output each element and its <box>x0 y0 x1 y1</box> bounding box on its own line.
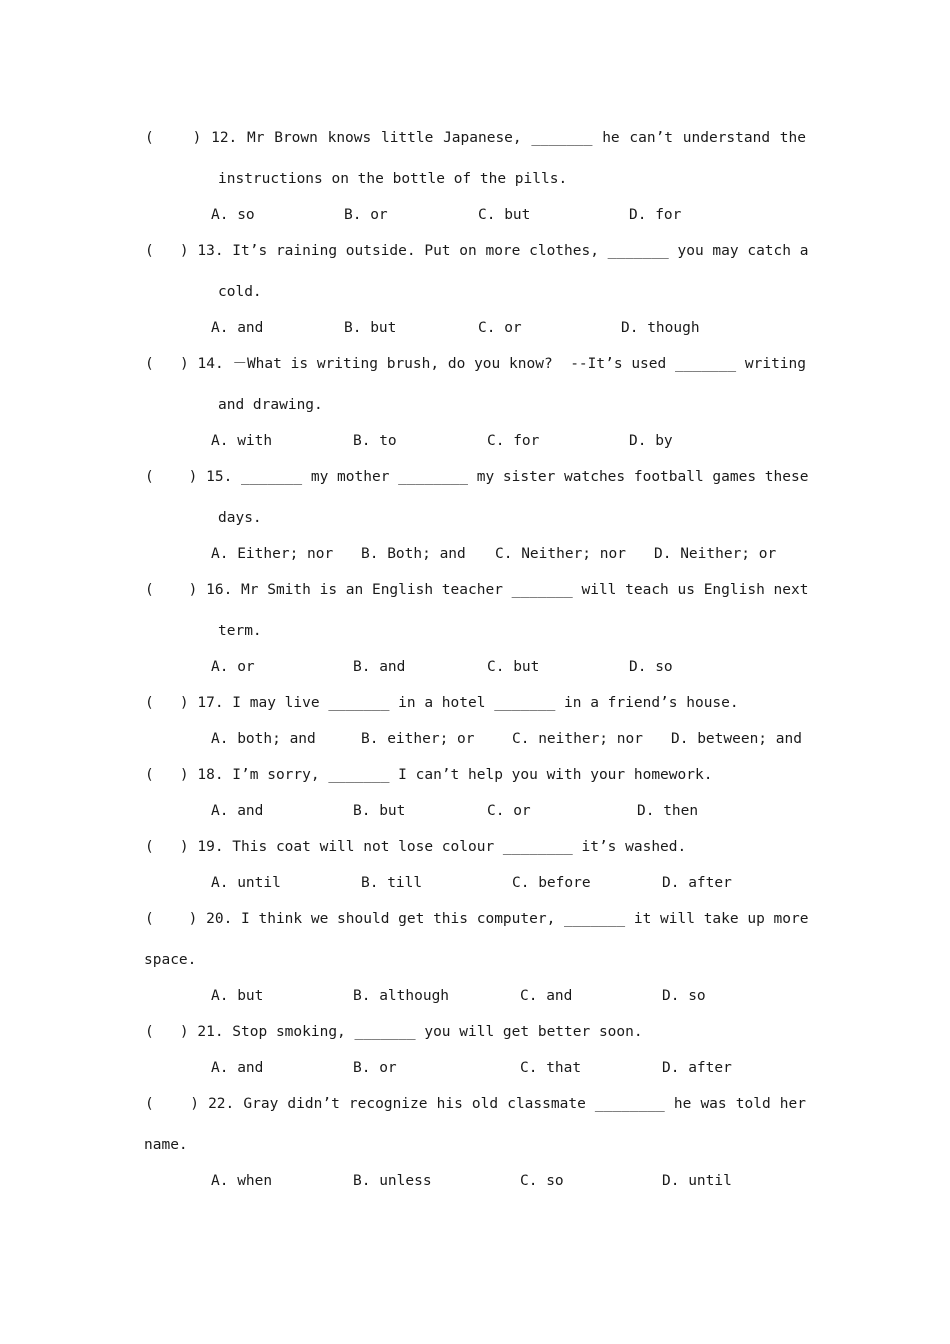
question-22-option-c: C. so <box>520 1173 564 1189</box>
question-16-option-c: C. but <box>487 659 540 675</box>
question-22-option-a: A. when <box>211 1173 273 1189</box>
question-17-option-c: C. neither; nor <box>512 731 643 747</box>
question-16-option-a: A. or <box>211 659 255 675</box>
question-22-continuation: name. <box>144 1137 188 1153</box>
question-17-text: ( ) 17. I may live _______ in a hotel _______ in a friend’s house. <box>145 695 739 711</box>
question-15-option-c: C. Neither; nor <box>495 546 626 562</box>
question-19-option-a: A. until <box>211 875 281 891</box>
question-16-option-d: D. so <box>629 659 673 675</box>
question-19-option-b: B. till <box>361 875 423 891</box>
question-12-option-a: A. so <box>211 207 255 223</box>
question-20-option-d: D. so <box>662 988 706 1004</box>
question-21-text: ( ) 21. Stop smoking, _______ you will get better soon. <box>145 1024 643 1040</box>
question-17-option-a: A. both; and <box>211 731 316 747</box>
question-18-option-a: A. and <box>211 803 264 819</box>
question-21-option-a: A. and <box>211 1060 264 1076</box>
question-13-option-b: B. but <box>344 320 397 336</box>
question-22-option-d: D. until <box>662 1173 732 1189</box>
question-12-option-c: C. but <box>478 207 531 223</box>
question-22-text: ( ) 22. Gray didn’t recognize his old classmate ________ he was told her <box>145 1096 806 1112</box>
question-15-text: ( ) 15. _______ my mother ________ my sister watches football games these <box>145 469 809 485</box>
question-14-option-c: C. for <box>487 433 540 449</box>
question-14-option-d: D. by <box>629 433 673 449</box>
question-20-option-c: C. and <box>520 988 573 1004</box>
question-17-option-b: B. either; or <box>361 731 475 747</box>
question-15-continuation: days. <box>218 510 262 526</box>
question-20-text: ( ) 20. I think we should get this computer, _______ it will take up more <box>145 911 809 927</box>
question-13-continuation: cold. <box>218 284 262 300</box>
question-19-option-d: D. after <box>662 875 732 891</box>
question-20-option-b: B. although <box>353 988 450 1004</box>
question-13-text: ( ) 13. It’s raining outside. Put on more clothes, _______ you may catch a <box>145 243 809 259</box>
question-14-option-b: B. to <box>353 433 397 449</box>
question-16-option-b: B. and <box>353 659 406 675</box>
question-21-option-d: D. after <box>662 1060 732 1076</box>
question-15-option-a: A. Either; nor <box>211 546 334 562</box>
question-12-option-d: D. for <box>629 207 682 223</box>
question-15-option-d: D. Neither; or <box>654 546 777 562</box>
question-16-text: ( ) 16. Mr Smith is an English teacher _______ will teach us English next <box>145 582 809 598</box>
question-14-continuation: and drawing. <box>218 397 323 413</box>
question-12-continuation: instructions on the bottle of the pills. <box>218 171 568 187</box>
question-20-continuation: space. <box>144 952 197 968</box>
question-12-option-b: B. or <box>344 207 388 223</box>
question-12-text: ( ) 12. Mr Brown knows little Japanese, _______ he can’t understand the <box>145 130 806 146</box>
question-19-option-c: C. before <box>512 875 591 891</box>
question-13-option-a: A. and <box>211 320 264 336</box>
question-18-option-d: D. then <box>637 803 699 819</box>
question-18-text: ( ) 18. I’m sorry, _______ I can’t help you with your homework. <box>145 767 713 783</box>
question-18-option-c: C. or <box>487 803 531 819</box>
question-20-option-a: A. but <box>211 988 264 1004</box>
question-15-option-b: B. Both; and <box>361 546 466 562</box>
question-22-option-b: B. unless <box>353 1173 432 1189</box>
question-17-option-d: D. between; and <box>671 731 802 747</box>
question-18-option-b: B. but <box>353 803 406 819</box>
question-14-text: ( ) 14. －What is writing brush, do you know? --It’s used _______ writing <box>145 356 806 372</box>
question-21-option-b: B. or <box>353 1060 397 1076</box>
question-13-option-d: D. though <box>621 320 700 336</box>
question-14-option-a: A. with <box>211 433 273 449</box>
question-21-option-c: C. that <box>520 1060 582 1076</box>
question-19-text: ( ) 19. This coat will not lose colour ________ it’s washed. <box>145 839 687 855</box>
question-13-option-c: C. or <box>478 320 522 336</box>
question-16-continuation: term. <box>218 623 262 639</box>
